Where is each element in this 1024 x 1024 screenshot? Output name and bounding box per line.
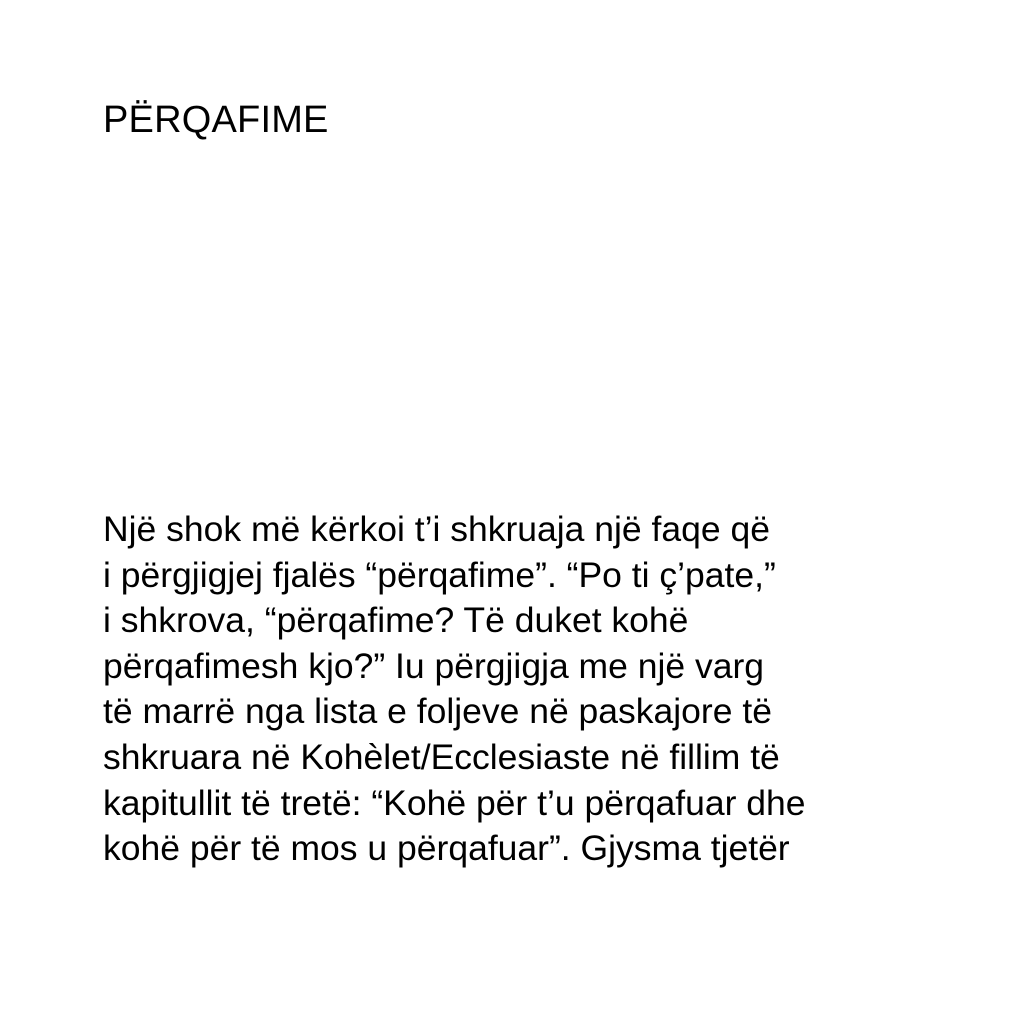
page-title: PËRQAFIME (103, 99, 329, 141)
paragraph-line: të marrë nga lista e foljeve në paskajore të (103, 691, 772, 732)
paragraph-line: përqafimesh kjo?” Iu përgjigja me një varg (103, 645, 765, 686)
paragraph-line: shkruara në Kohèlet/Ecclesiaste në fillim të (103, 736, 780, 777)
paragraph-line: Një shok më kërkoi t’i shkruaja një faqe që (103, 509, 770, 549)
paragraph-line: i përgjigjej fjalës “përqafime”. “Po ti ç’pate,” (103, 554, 776, 595)
paragraph-line: kapitullit të tretë: “Kohë për t’u përqafuar dhe (103, 782, 806, 823)
paragraph-line: kohë për të mos u përqafuar”. Gjysma tjetër (103, 828, 790, 869)
body-paragraph (103, 507, 983, 872)
paragraph-line: i shkrova, “përqafime? Të duket kohë (103, 600, 689, 641)
